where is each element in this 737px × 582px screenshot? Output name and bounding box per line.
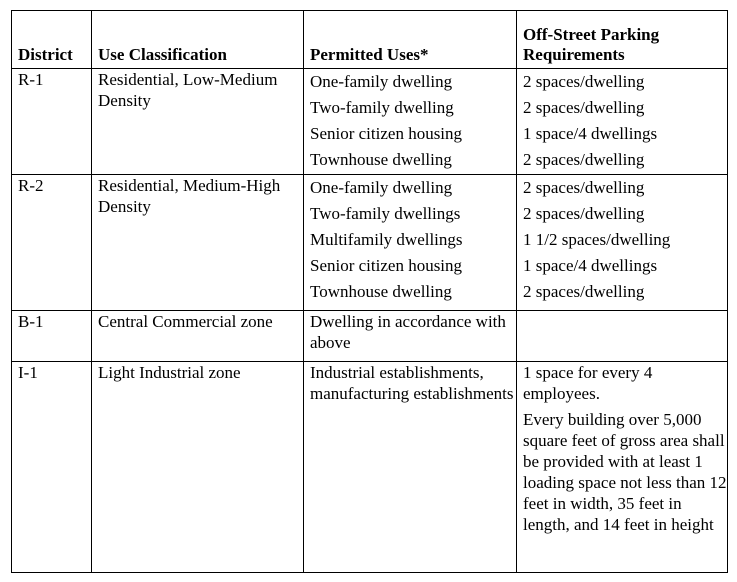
parking-item: 1 space/4 dwellings (523, 124, 658, 143)
permitted-use-item: One-family dwelling (310, 72, 453, 91)
parking-cell (517, 362, 728, 573)
parking-item: 2 spaces/dwelling (523, 282, 645, 302)
use-classification-text: Central Commercial zone (98, 311, 273, 331)
table-row (12, 175, 728, 311)
parking-cell (517, 175, 728, 311)
table-row (12, 310, 728, 362)
permitted-use-item: Two-family dwelling (310, 98, 454, 117)
parking-paragraph: Every building over 5,000 square feet of gross area shall be provided with at least 1 loading space not less than 12 feet in width, 35 feet in length, and 14 feet in height (523, 410, 727, 535)
parking-cell (517, 69, 728, 175)
district-cell (12, 362, 92, 573)
permitted-use-item: One-family dwelling (310, 178, 453, 198)
zoning-table (11, 10, 728, 573)
permitted-use-item: Senior citizen housing (310, 256, 463, 276)
header-district: District (12, 11, 92, 69)
permitted-use-item: Townhouse dwelling (310, 282, 452, 302)
district-cell (12, 310, 92, 362)
permitted-use-item: Multifamily dwellings (310, 230, 463, 250)
header-row (12, 11, 728, 69)
header-parking: Off-Street Parking Requirements (517, 11, 728, 69)
parking-paragraph: 1 space for every 4 employees. (523, 363, 653, 404)
district-cell (12, 69, 92, 175)
parking-item: 1 1/2 spaces/dwelling (523, 230, 671, 250)
use-classification-text: Residential, Medium-High Density (98, 176, 281, 217)
permitted-uses-text: Dwelling in accordance with above (310, 311, 506, 352)
district-code: I-1 (18, 363, 38, 383)
use-classification-cell (92, 69, 304, 175)
district-code: R-1 (18, 70, 44, 89)
permitted-uses-cell (304, 310, 517, 362)
use-classification-text: Residential, Low-Medium Density (98, 70, 278, 110)
district-code: R-2 (18, 176, 44, 196)
header-use-classification: Use Classification (92, 11, 304, 69)
use-classification-text: Light Industrial zone (98, 363, 241, 383)
use-classification-cell (92, 310, 304, 362)
permitted-uses-text: Industrial establishments, manufacturing establishments (310, 363, 514, 404)
parking-cell (517, 310, 728, 362)
use-classification-cell (92, 175, 304, 311)
parking-item: 1 space/4 dwellings (523, 256, 658, 276)
table-row (12, 362, 728, 573)
table-row (12, 69, 728, 175)
parking-item: 2 spaces/dwelling (523, 204, 645, 224)
parking-item: 2 spaces/dwelling (523, 150, 645, 169)
permitted-use-item: Senior citizen housing (310, 124, 463, 143)
permitted-use-item: Two-family dwellings (310, 204, 461, 224)
parking-item: 2 spaces/dwelling (523, 72, 645, 91)
permitted-uses-cell (304, 175, 517, 311)
use-classification-cell (92, 362, 304, 573)
district-cell (12, 175, 92, 311)
parking-item: 2 spaces/dwelling (523, 98, 645, 117)
permitted-use-item: Townhouse dwelling (310, 150, 452, 169)
header-permitted-uses: Permitted Uses* (304, 11, 517, 69)
parking-item: 2 spaces/dwelling (523, 178, 645, 198)
district-code: B-1 (18, 311, 44, 331)
permitted-uses-cell (304, 362, 517, 573)
permitted-uses-cell (304, 69, 517, 175)
